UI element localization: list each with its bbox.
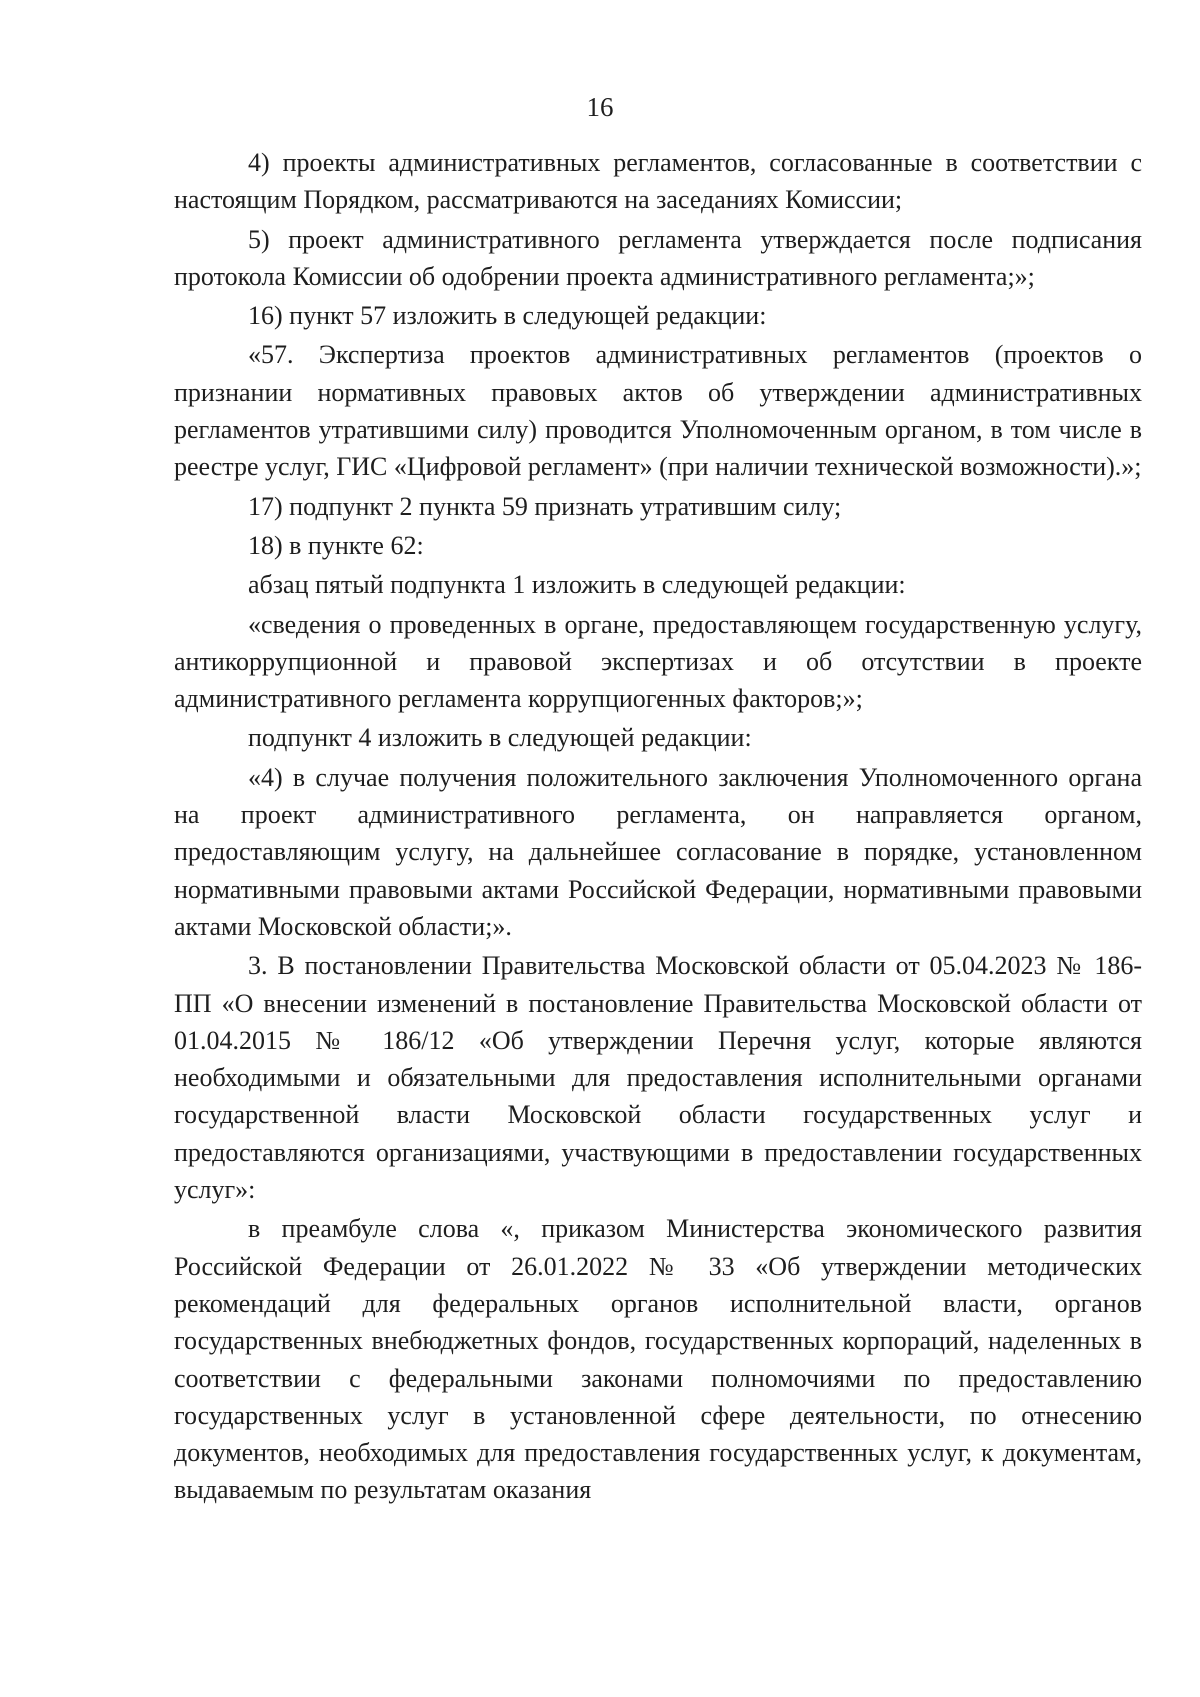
page-number: 16	[586, 92, 614, 122]
paragraph: подпункт 4 изложить в следующей редакции:	[248, 723, 752, 753]
paragraph: «4) в случае получения положительного заключения Уполномоченного органа на проект административного регламента, он направляется органом, предоставляющим услугу, на дальнейшее согласование в порядке, установленном нормативными правовыми актами Российской Федерации, нормативными правовыми актами Московской области;».	[174, 762, 1142, 941]
paragraph: абзац пятый подпункта 1 изложить в следующей редакции:	[248, 570, 906, 600]
paragraph: 3. В постановлении Правительства Московской области от 05.04.2023 № 186-ПП «О внесении изменений в постановление Правительства Московской области от 01.04.2015 № 186/12 «Об утверждении Перечня услуг, которые являются необходимыми и обязательными для предоставления исполнительными органами государственной власти Московской области государственных услуг и предоставляются организациями, участвующими в предоставлении государственных услуг»:	[174, 951, 1142, 1205]
paragraph: 17) подпункт 2 пункта 59 признать утратившим силу;	[248, 491, 842, 521]
document-body	[174, 144, 1142, 1511]
paragraph: «сведения о проведенных в органе, предоставляющем государственную услугу, антикоррупционной и правовой экспертизах и об отсутствии в проекте административного регламента коррупциогенных факторов;»;	[174, 609, 1142, 714]
paragraph: 16) пункт 57 изложить в следующей редакции:	[248, 301, 767, 331]
paragraph: 5) проект административного регламента утверждается после подписания протокола Комиссии об одобрении проекта административного регламента;»;	[174, 224, 1142, 291]
paragraph: «57. Экспертиза проектов административных регламентов (проектов о признании нормативных правовых актов об утверждении административных регламентов утратившими силу) проводится Уполномоченным органом, в том числе в реестре услуг, ГИС «Цифровой регламент» (при наличии технической возможности).»;	[174, 340, 1142, 482]
paragraph: 4) проекты административных регламентов, согласованные в соответствии с настоящим Порядком, рассматриваются на заседаниях Комиссии;	[174, 148, 1142, 215]
paragraph: 18) в пункте 62:	[248, 530, 424, 560]
paragraph: в преамбуле слова «, приказом Министерства экономического развития Российской Федерации от 26.01.2022 № 33 «Об утверждении методических рекомендаций для федеральных органов исполнительной власти, органов государственных внебюджетных фондов, государственных корпораций, наделенных в соответствии с федеральными законами полномочиями по предоставлению государственных услуг в установленной сфере деятельности, по отнесению документов, необходимых для предоставления государственных услуг, к документам, выдаваемым по результатам оказания	[174, 1214, 1142, 1505]
